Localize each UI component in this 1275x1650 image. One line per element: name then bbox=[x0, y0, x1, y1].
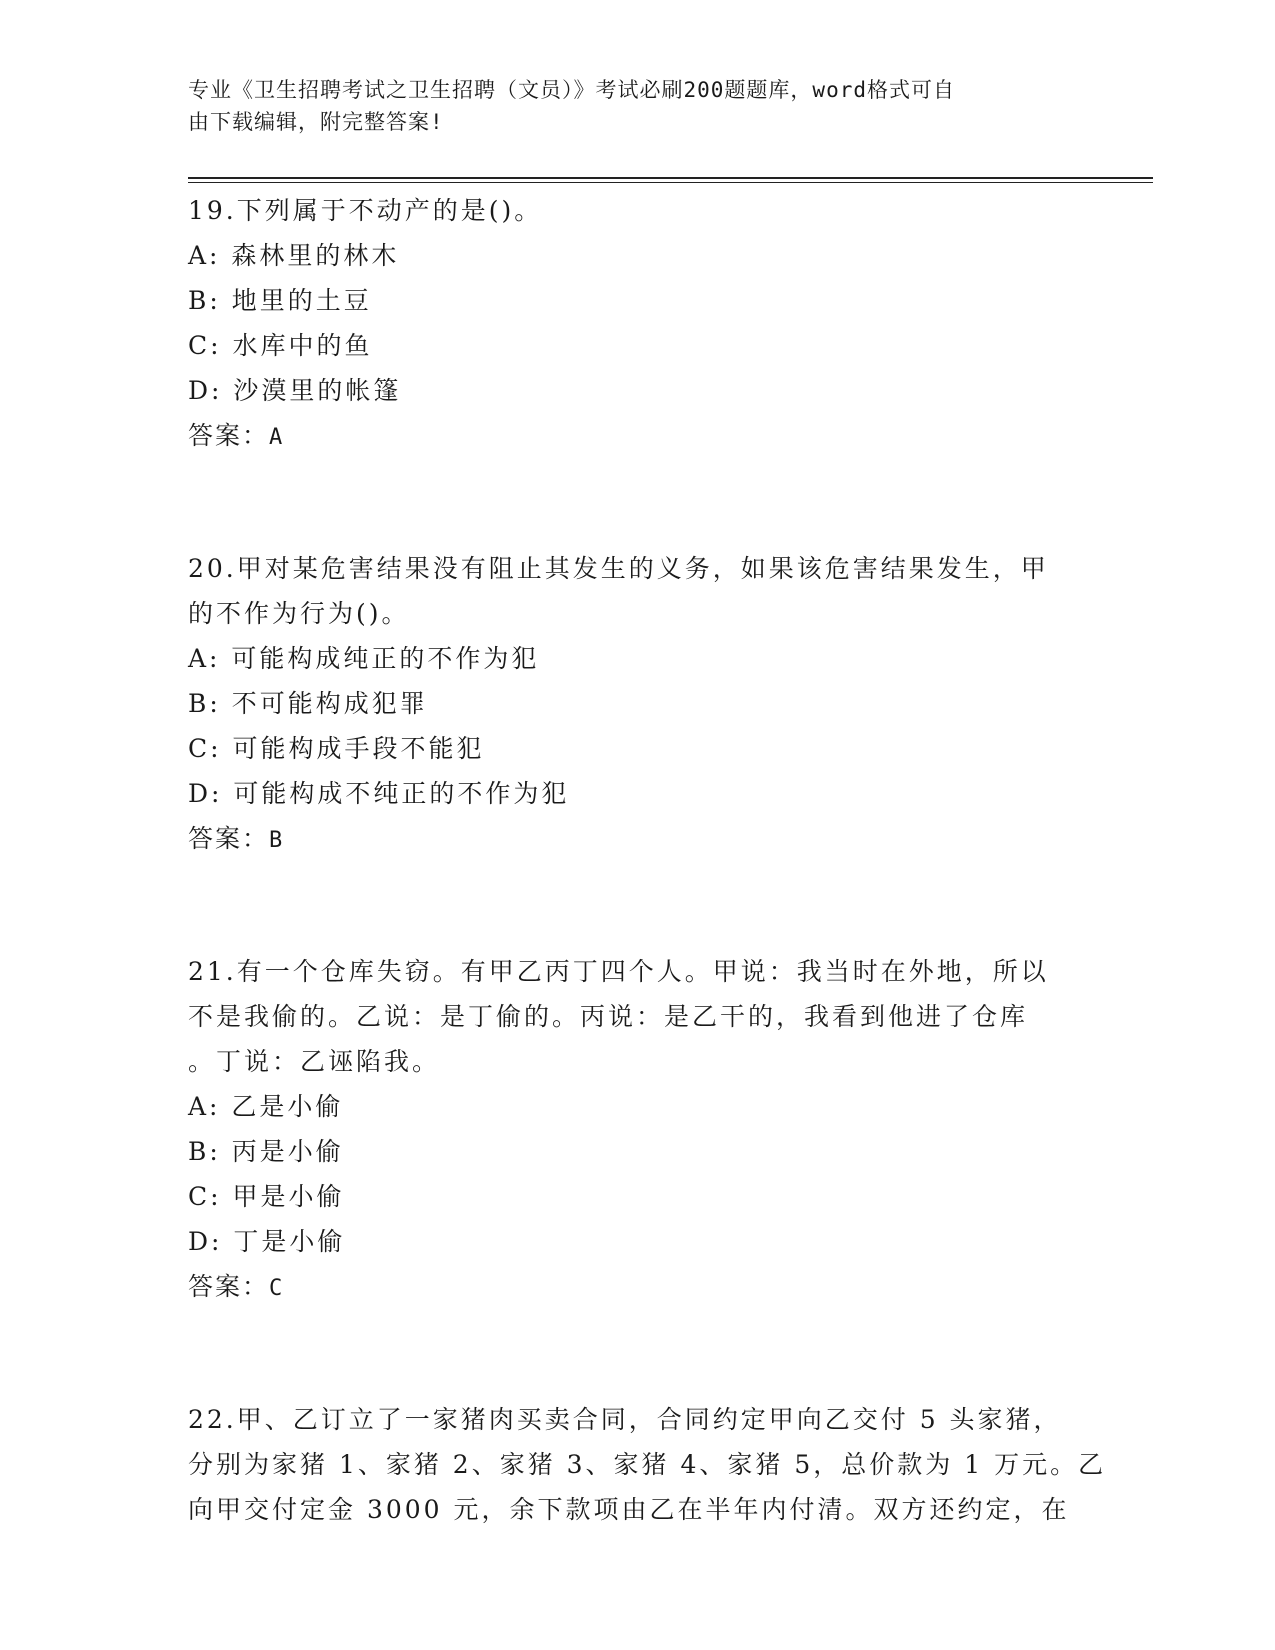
question-text: 不是我偷的。乙说：是丁偷的。丙说：是乙干的，我看到他进了仓库 bbox=[188, 1002, 1029, 1031]
option-a: A: 森林里的林木 bbox=[188, 241, 400, 270]
question-text: 的不作为行为()。 bbox=[188, 599, 410, 628]
question-text: 20.甲对某危害结果没有阻止其发生的义务，如果该危害结果发生，甲 bbox=[188, 554, 1049, 583]
option-b: B: 不可能构成犯罪 bbox=[188, 689, 428, 718]
option-b: B: 地里的土豆 bbox=[188, 286, 372, 315]
answer-value: B bbox=[269, 828, 285, 853]
question-block bbox=[188, 546, 1088, 861]
answer-label: 答案： bbox=[188, 1272, 270, 1301]
header-divider-thick bbox=[188, 177, 1153, 179]
question-block bbox=[188, 188, 1088, 458]
answer-value: C bbox=[269, 1276, 285, 1301]
header-title-line-1: 专业《卫生招聘考试之卫生招聘（文员）》考试必刷200题题库，word格式可自 bbox=[188, 78, 955, 102]
question-block bbox=[188, 949, 1088, 1309]
answer-line bbox=[188, 1264, 1088, 1309]
question-text: 分别为家猪 1、家猪 2、家猪 3、家猪 4、家猪 5，总价款为 1 万元。乙 bbox=[188, 1450, 1107, 1479]
header-divider-thin bbox=[188, 182, 1153, 183]
question-spacer bbox=[188, 861, 1088, 949]
document-header bbox=[188, 74, 1068, 138]
header-title-line-2: 由下载编辑，附完整答案! bbox=[188, 110, 444, 134]
question-spacer bbox=[188, 458, 1088, 546]
question-text: 19.下列属于不动产的是()。 bbox=[188, 196, 543, 225]
answer-label: 答案： bbox=[188, 421, 270, 450]
question-text: 向甲交付定金 3000 元，余下款项由乙在半年内付清。双方还约定，在 bbox=[188, 1495, 1070, 1524]
option-a: A: 乙是小偷 bbox=[188, 1092, 344, 1121]
answer-value: A bbox=[269, 425, 285, 450]
question-block bbox=[188, 1397, 1107, 1532]
answer-line bbox=[188, 413, 1088, 458]
option-d: D: 丁是小偷 bbox=[188, 1227, 346, 1256]
option-b: B: 丙是小偷 bbox=[188, 1137, 344, 1166]
question-text: 。丁说：乙诬陷我。 bbox=[188, 1047, 441, 1076]
option-c: C: 水库中的鱼 bbox=[188, 331, 373, 360]
option-c: C: 甲是小偷 bbox=[188, 1182, 345, 1211]
option-c: C: 可能构成手段不能犯 bbox=[188, 734, 485, 763]
option-d: D: 沙漠里的帐篷 bbox=[188, 376, 402, 405]
option-a: A: 可能构成纯正的不作为犯 bbox=[188, 644, 540, 673]
answer-line bbox=[188, 816, 1088, 861]
option-d: D: 可能构成不纯正的不作为犯 bbox=[188, 779, 570, 808]
question-text: 22.甲、乙订立了一家猪肉买卖合同，合同约定甲向乙交付 5 头家猪， bbox=[188, 1405, 1062, 1434]
question-list bbox=[188, 188, 1107, 1532]
question-text: 21.有一个仓库失窃。有甲乙丙丁四个人。甲说：我当时在外地，所以 bbox=[188, 957, 1049, 986]
question-spacer bbox=[188, 1309, 1088, 1397]
answer-label: 答案： bbox=[188, 824, 270, 853]
